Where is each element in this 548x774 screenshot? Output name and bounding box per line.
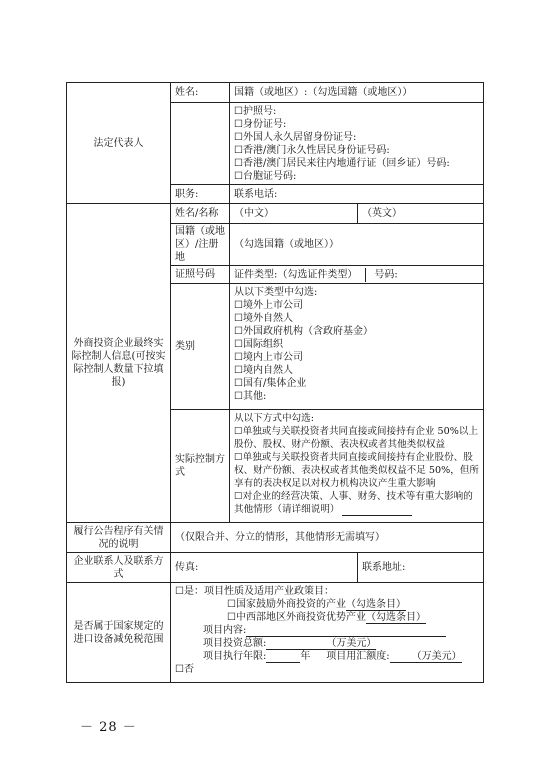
control-other-label: 其他情形（请详细说明） [234, 504, 340, 515]
project-total-label: 项目投资总额: [203, 638, 267, 649]
control-option-line[interactable]: ☐单独或与关联投资者共同直接或间接持有企业股份、股 [234, 452, 473, 463]
tax-no-option[interactable]: ☐否 [175, 664, 194, 675]
control-intro: 从以下方式中勾选: [234, 413, 314, 424]
category-intro: 从以下类型中勾选: [234, 287, 318, 298]
controller-nationality-label: 国籍（或地区）/注册地 [171, 224, 230, 266]
tax-opt1-paren: （勾选条目） [345, 599, 406, 610]
category-option[interactable]: ☐国际组织 [234, 339, 283, 350]
legal-rep-position-label: 职务: [171, 185, 230, 204]
tax-label: 是否属于国家规定的进口设备减免税范围 [67, 583, 171, 683]
page-number: － 28 － [80, 720, 137, 735]
category-option[interactable]: ☐境内自然人 [234, 365, 293, 376]
id-option-hkmo-permit[interactable]: ☐香港/澳门居民来往内地通行证（回乡证）号码: [234, 158, 450, 169]
id-option-foreigner-residence[interactable]: ☐外国人永久居留身份证号: [234, 132, 357, 143]
controller-cert-no[interactable]: 号码: [374, 269, 398, 280]
contact-address-label[interactable]: 联系地址: [358, 553, 484, 583]
cert-divider [365, 268, 366, 282]
id-option-passport[interactable]: ☐护照号: [234, 106, 277, 117]
category-option[interactable]: ☐国有/集体企业 [234, 378, 307, 389]
id-option-hkmo-permanent[interactable]: ☐香港/澳门永久性居民身份证号码: [234, 145, 390, 156]
controller-category-label: 类别 [171, 284, 230, 410]
category-option[interactable]: ☐外国政府机构（含政府基金） [234, 326, 373, 337]
controller-cert-field [230, 266, 484, 284]
legal-rep-label: 法定代表人 [67, 83, 171, 204]
legal-rep-name-label: 姓名: [171, 83, 230, 103]
controller-cert-label: 证照号码 [171, 266, 230, 284]
controller-category-options [230, 284, 484, 410]
id-option-id-card[interactable]: ☐身份证号: [234, 119, 287, 130]
project-amount-label: 项目用汇额度: [326, 651, 390, 662]
id-option-taiwan[interactable]: ☐台胞证号码: [234, 171, 297, 182]
controller-control-label: 实际控制方式 [171, 410, 230, 523]
project-total-unit: （万美元） [326, 638, 377, 649]
contact-label: 企业联系人及联系方式 [67, 553, 171, 583]
category-option[interactable]: ☐境外上市公司 [234, 300, 303, 311]
tax-yes-option[interactable]: ☐是：项目性质及适用产业政策目： [175, 586, 334, 597]
control-option-line[interactable]: ☐单独或与关联投资者共同直接或间接持有企业 50%以上 [234, 426, 479, 437]
controller-name-cn[interactable]: （中文） [230, 204, 358, 224]
project-content-blank[interactable] [246, 625, 446, 637]
controller-cert-type[interactable]: 证件类型:（勾选证件类型） [234, 269, 358, 280]
project-period-label: 项目执行年限: [203, 651, 267, 662]
tax-opt2[interactable]: ☐中西部地区外商投资优势产业 [227, 612, 366, 623]
controller-nationality-value[interactable]: （勾选国籍（或地区）） [230, 224, 484, 266]
tax-opt1[interactable]: ☐国家鼓励外商投资的产业 [227, 599, 346, 610]
project-amount-unit: （万美元） [411, 651, 462, 662]
registration-form-table [66, 82, 484, 683]
category-option[interactable]: ☐境外自然人 [234, 313, 293, 324]
legal-rep-nationality: 国籍（或地区）:（勾选国籍（或地区）） [230, 83, 484, 103]
controller-name-label: 姓名/名称 [171, 204, 230, 224]
control-option-line: 股份、股权、财产份额、表决权或者其他类似权益 [234, 439, 446, 450]
project-amount-blank[interactable] [390, 651, 412, 663]
controller-control-options [230, 410, 484, 523]
control-option-line: 享有的表决权足以对权力机构决议产生重大影响 [234, 478, 436, 489]
tax-opt2-paren: （勾选条目） [365, 612, 426, 623]
announcement-label: 履行公告程序有关情况的说明 [67, 523, 171, 553]
controller-label: 外商投资企业最终实际控制人信息(可按实际控制人数量下拉填报) [67, 204, 171, 523]
project-period-year: 年 [300, 651, 311, 662]
project-total-blank[interactable] [266, 638, 326, 650]
control-option-line: 权、财产份额、表决权或者其他类似权益不足 50%，但所 [234, 465, 480, 476]
project-content-label: 项目内容: [203, 625, 247, 636]
tax-options [171, 583, 484, 683]
category-option[interactable]: ☐境内上市公司 [234, 352, 303, 363]
legal-rep-id-options [230, 103, 484, 185]
control-other-blank[interactable] [342, 504, 412, 516]
control-option-line[interactable]: ☐对企业的经营决策、人事、财务、技术等有重大影响的 [234, 491, 473, 502]
controller-name-en[interactable]: （英文） [358, 204, 484, 224]
project-period-blank[interactable] [266, 651, 300, 663]
category-option[interactable]: ☐其他: [234, 391, 267, 402]
contact-fax-label[interactable]: 传真: [171, 553, 358, 583]
announcement-value[interactable]: （仅限合并、分立的情形，其他情形无需填写） [171, 523, 484, 553]
legal-rep-phone-label: 联系电话: [230, 185, 484, 204]
